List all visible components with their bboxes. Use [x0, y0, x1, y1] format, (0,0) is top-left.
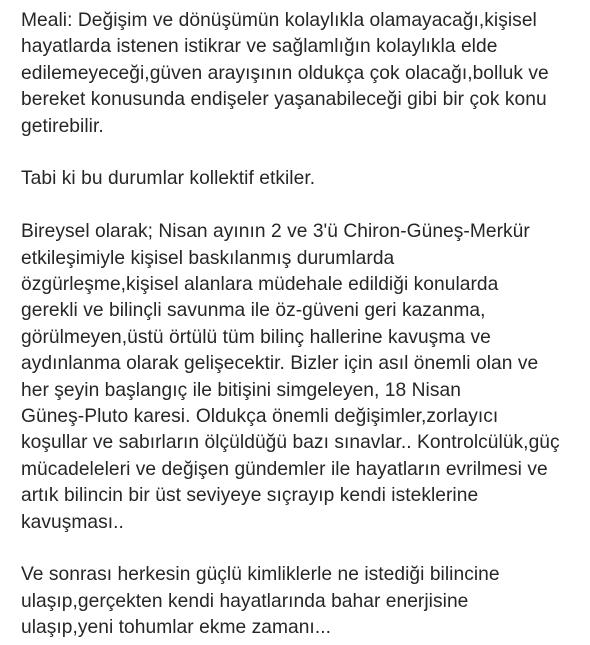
text-line: özgürleşme,kişisel alanlara müdehale edildiği konularda	[21, 274, 499, 296]
text-line: hayatlarda istenen istikrar ve sağlamlığın kolaylıkla elde	[21, 36, 498, 58]
text-line: Meali: Değişim ve dönüşümün kolaylıkla olamayacağı,kişisel	[21, 10, 537, 31]
document-body	[21, 8, 581, 642]
text-line: Tabi ki bu durumlar kollektif etkiler.	[21, 168, 316, 190]
text-line: Güneş-Pluto karesi. Oldukça önemli değişimler,zorlayıcı	[21, 406, 499, 428]
text-line: kavuşması..	[21, 511, 124, 533]
text-line: getirebilir.	[21, 115, 104, 137]
text-line: her şeyin başlangıç ile bitişini simgeleyen, 18 Nisan	[21, 379, 461, 401]
text-line: ulaşıp,gerçekten kendi hayatlarında bahar enerjisine	[21, 590, 469, 612]
text-line: edilemeyeceği,güven arayışının oldukça çok olacağı,bolluk ve	[21, 62, 549, 84]
text-line: ulaşıp,yeni tohumlar ekme zamanı...	[21, 617, 331, 639]
paragraph-meaning	[21, 8, 581, 140]
text-line: mücadeleleri ve değişen gündemler ile hayatların evrilmesi ve	[21, 458, 548, 480]
text-line: aydınlanma olarak gelişecektir. Bizler için asıl önemli olan ve	[21, 353, 539, 375]
text-line: gerekli ve bilinçli savunma ile öz-güveni geri kazanma,	[21, 300, 486, 322]
text-line: Bireysel olarak; Nisan ayının 2 ve 3'ü Chiron-Güneş-Merkür	[21, 221, 530, 243]
text-line: etkileşimiyle kişisel baskılanmış durumlarda	[21, 247, 395, 269]
text-line: artık bilincin bir üst seviyeye sıçrayıp kendi isteklerine	[21, 485, 479, 507]
text-line: bereket konusunda endişeler yaşanabileceği gibi bir çok konu	[21, 89, 547, 111]
paragraph-afterwards	[21, 562, 581, 641]
text-line: görülmeyen,üstü örtülü tüm bilinç hallerine kavuşma ve	[21, 326, 491, 348]
text-line: koşullar ve sabırların ölçüldüğü bazı sınavlar.. Kontrolcülük,güç	[21, 432, 560, 454]
paragraph-individual	[21, 219, 581, 536]
paragraph-collective	[21, 166, 581, 192]
text-line: Ve sonrası herkesin güçlü kimliklerle ne istediği bilincine	[21, 564, 500, 586]
